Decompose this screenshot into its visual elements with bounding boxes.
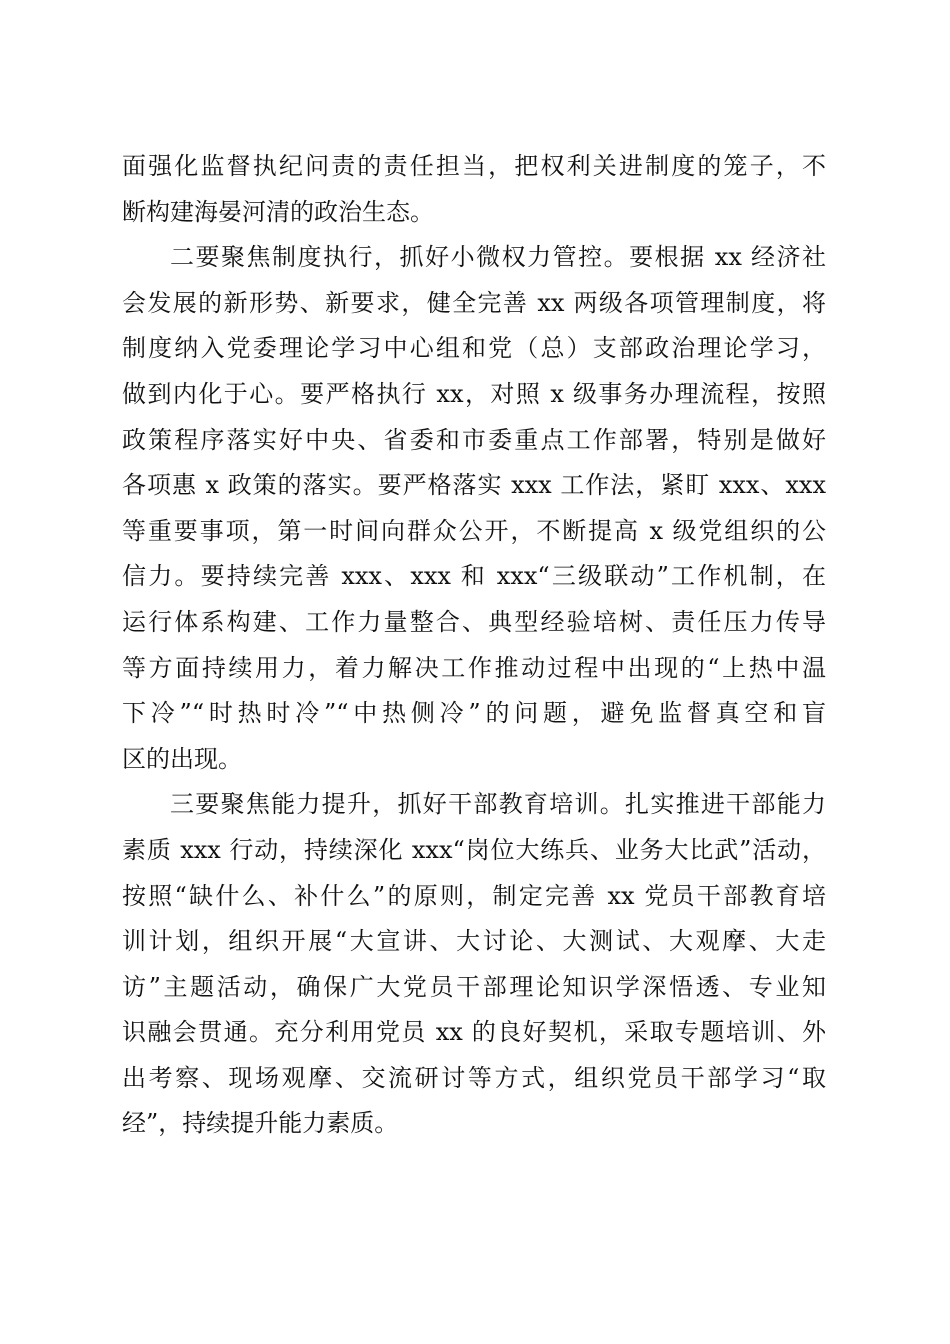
text-line: 三要聚焦能力提升，抓好干部教育培训。扎实推进干部能力 <box>170 790 826 819</box>
text-line: 训计划，组织开展“大宣讲、大讨论、大测试、大观摩、大走 <box>122 927 826 956</box>
text-line: 区的出现。 <box>122 744 242 773</box>
text-line: 等方面持续用力，着力解决工作推动过程中出现的“上热中温 <box>122 653 826 682</box>
text-line: 制度纳入党委理论学习中心组和党（总）支部政治理论学习， <box>122 334 826 363</box>
text-line: 面强化监督执纪问责的责任担当，把权利关进制度的笼子，不 <box>122 152 826 180</box>
text-line: 会发展的新形势、新要求，健全完善 xx 两级各项管理制度，将 <box>122 288 826 317</box>
text-line: 识融会贯通。充分利用党员 xx 的良好契机，采取专题培训、外 <box>122 1018 826 1047</box>
text-line: 断构建海晏河清的政治生态。 <box>122 197 434 226</box>
text-line: 下冷”“时热时冷”“中热侧冷”的问题，避免监督真空和盲 <box>122 699 826 728</box>
paragraph-3 <box>122 782 826 1147</box>
text-line: 按照“缺什么、补什么”的原则，制定完善 xx 党员干部教育培 <box>122 881 826 910</box>
text-line: 经”，持续提升能力素质。 <box>122 1109 399 1138</box>
text-line: 各项惠 x 政策的落实。要严格落实 xxx 工作法，紧盯 xxx、xxx <box>122 471 826 500</box>
text-line: 访”主题活动，确保广大党员干部理论知识学深悟透、专业知 <box>122 972 826 1001</box>
text-line: 信力。要持续完善 xxx、xxx 和 xxx“三级联动”工作机制，在 <box>122 562 826 591</box>
text-line: 出考察、现场观摩、交流研讨等方式，组织党员干部学习“取 <box>122 1063 826 1092</box>
text-line: 政策程序落实好中央、省委和市委重点工作部署，特别是做好 <box>122 425 826 454</box>
text-line: 素质 xxx 行动，持续深化 xxx“岗位大练兵、业务大比武”活动， <box>122 835 826 864</box>
text-line: 做到内化于心。要严格执行 xx，对照 x 级事务办理流程，按照 <box>122 379 826 408</box>
text-line: 等重要事项，第一时间向群众公开，不断提高 x 级党组织的公 <box>122 516 826 545</box>
text-line: 运行体系构建、工作力量整合、典型经验培树、责任压力传导 <box>122 607 826 636</box>
paragraph-2 <box>122 235 826 782</box>
text-line: 二要聚焦制度执行，抓好小微权力管控。要根据 xx 经济社 <box>170 243 826 272</box>
body-text <box>122 144 826 1147</box>
paragraph-1 <box>122 144 826 235</box>
